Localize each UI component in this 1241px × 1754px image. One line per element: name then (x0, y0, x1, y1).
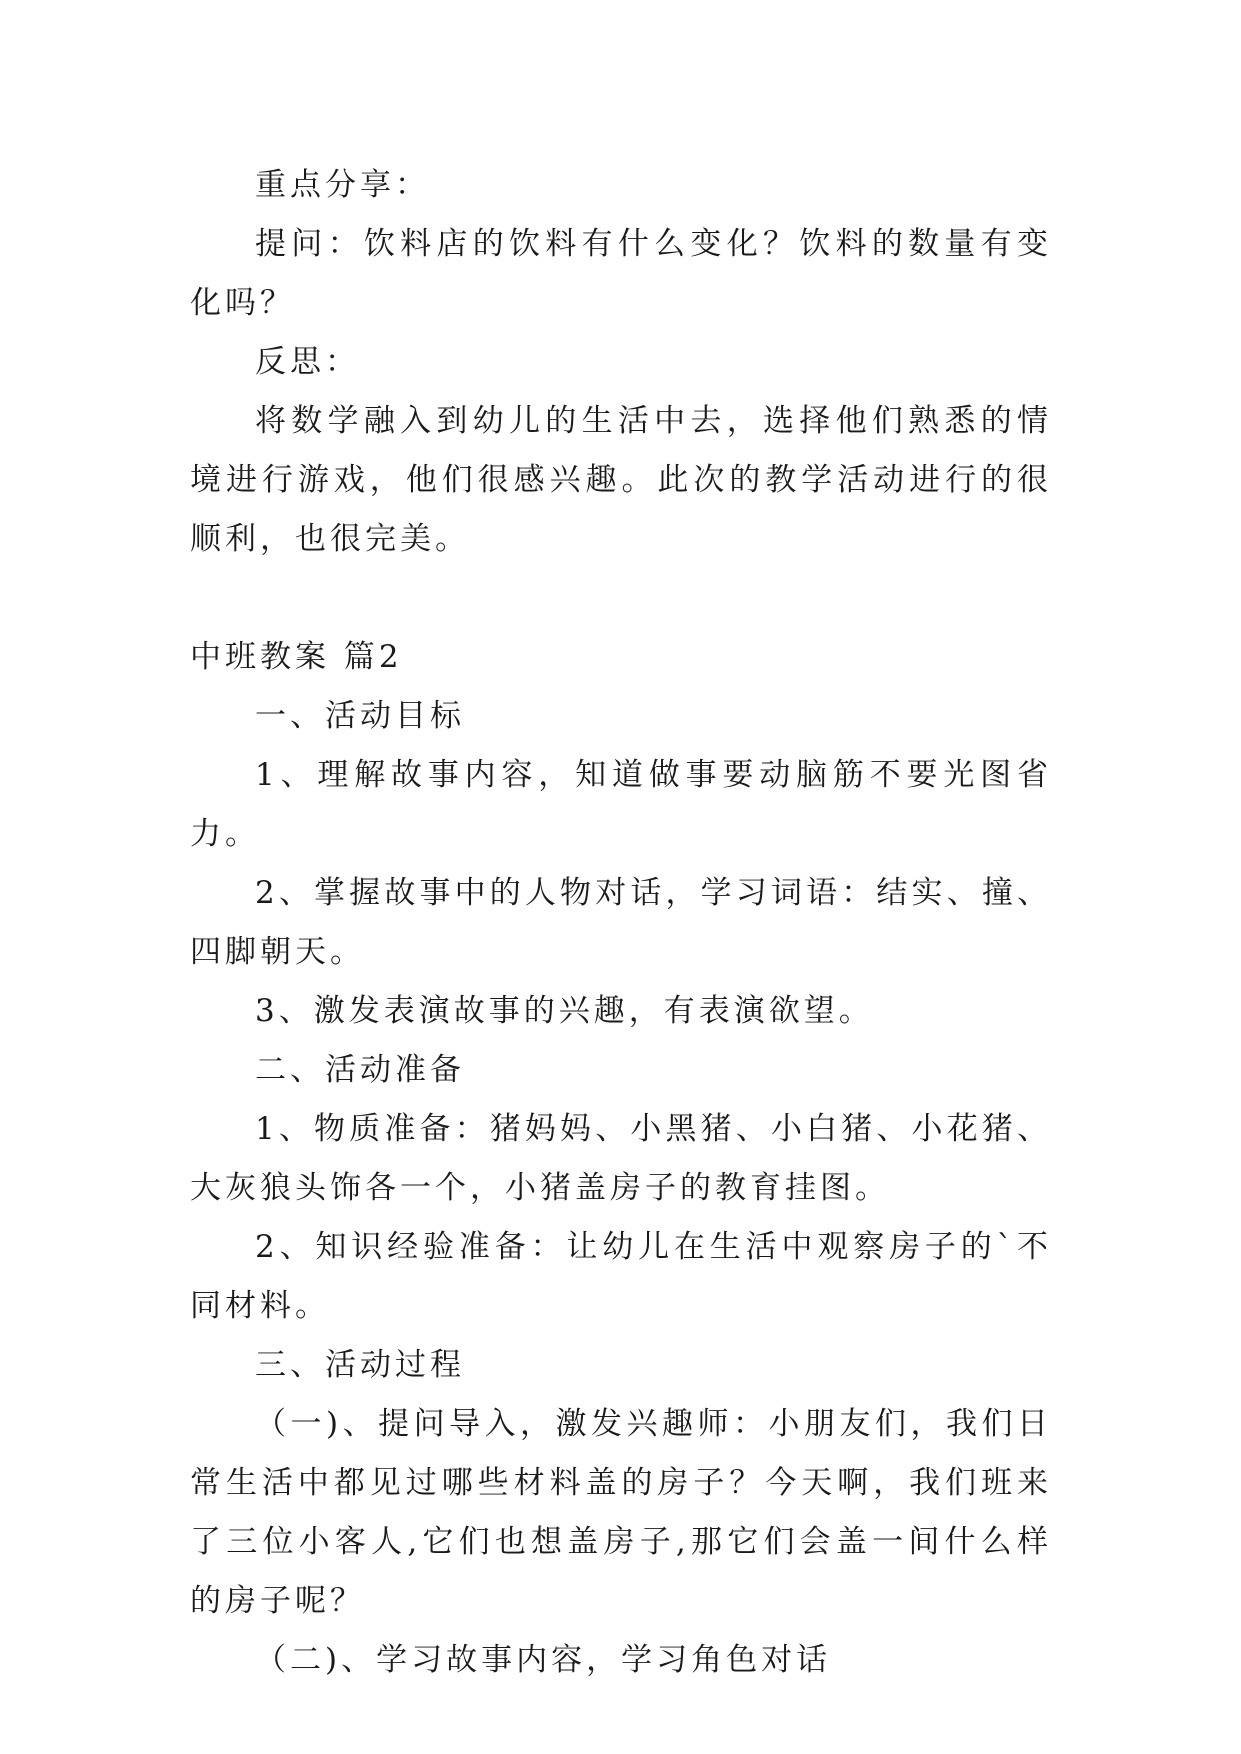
goal-item-2: 2、掌握故事中的人物对话，学习词语：结实、撞、四脚朝天。 (190, 875, 1052, 970)
prep-heading: 二、活动准备 (255, 1052, 465, 1088)
process-item-1: （一)、提问导入，激发兴趣师：小朋友们，我们日常生活中都见过哪些材料盖的房子？今天啊，我们班来了三位小客人,它们也想盖房子,那它们会盖一间什么样的房子呢？ (190, 1406, 1052, 1619)
question-paragraph: 提问：饮料店的饮料有什么变化？饮料的数量有变化吗？ (190, 226, 1052, 321)
goal-item-3: 3、激发表演故事的兴趣，有表演欲望。 (255, 993, 874, 1029)
reflection-label: 反思： (255, 344, 360, 380)
document-body (190, 156, 1052, 1690)
goal-item-1: 1、理解故事内容，知道做事要动脑筋不要光图省力。 (190, 757, 1052, 852)
process-heading: 三、活动过程 (255, 1347, 465, 1383)
prep-item-1: 1、物质准备：猪妈妈、小黑猪、小白猪、小花猪、大灰狼头饰各一个，小猪盖房子的教育挂图。 (190, 1111, 1052, 1206)
section-title: 中班教案 篇2 (190, 639, 403, 675)
prep-item-2: 2、知识经验准备：让幼儿在生活中观察房子的`不同材料。 (190, 1229, 1052, 1324)
goals-heading: 一、活动目标 (255, 698, 465, 734)
process-item-2: （二)、学习故事内容，学习角色对话 (255, 1642, 832, 1678)
reflection-paragraph: 将数学融入到幼儿的生活中去，选择他们熟悉的情境进行游戏，他们很感兴趣。此次的教学活动进行的很顺利，也很完美。 (190, 403, 1052, 557)
key-share-label: 重点分享： (255, 167, 430, 203)
